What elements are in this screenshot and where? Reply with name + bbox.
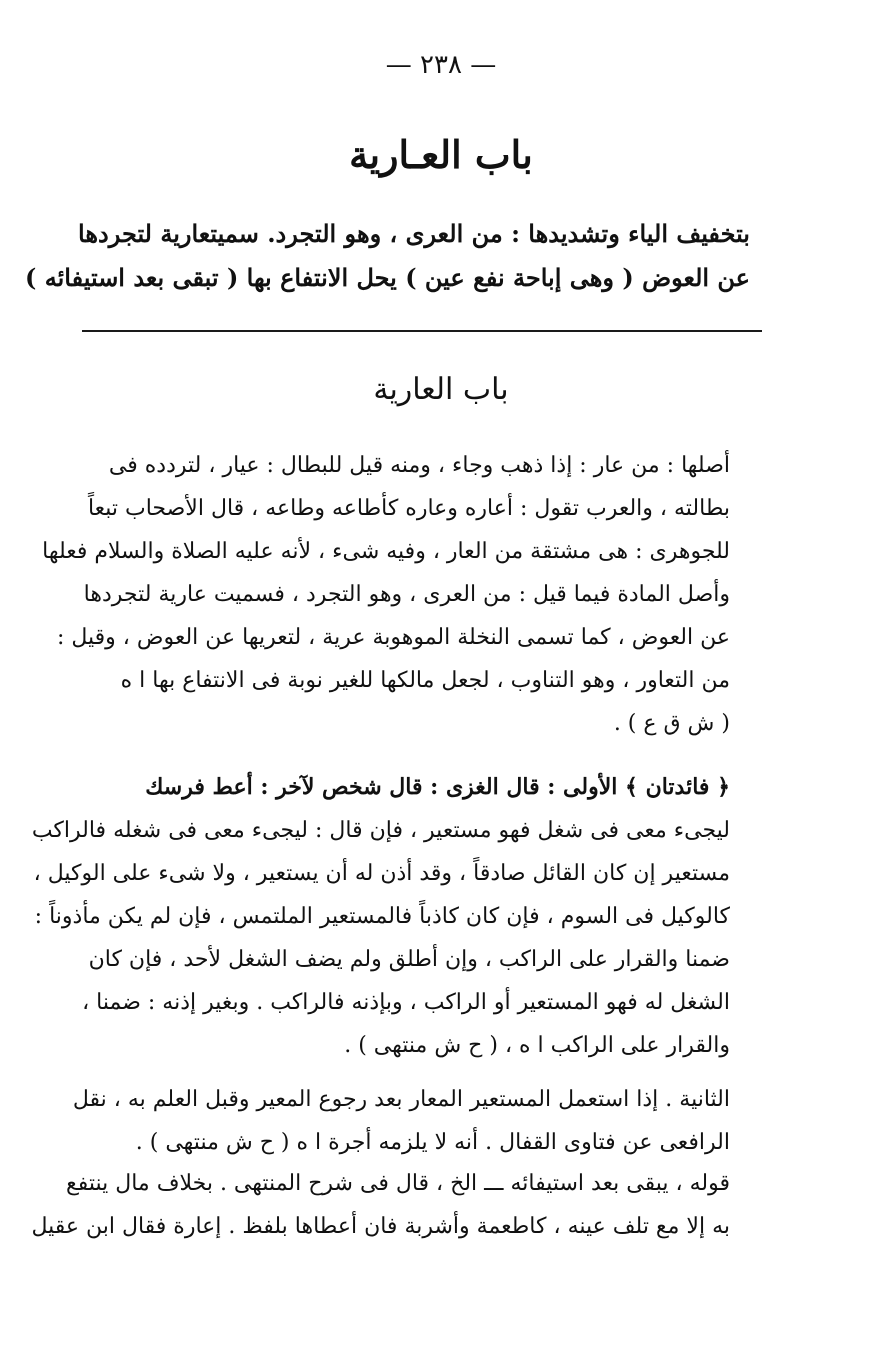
divider-rule [82,330,762,332]
main-text-line: بتخفيف الياء وتشديدها : من العرى ، وهو التجرد. سميتعارية لتجردها [78,219,750,248]
commentary-line: الرافعى عن فتاوى القفال . أنه لا يلزمه أجرة ا ه ( ح ش منتهى ) . [135,1130,730,1155]
commentary-line: كالوكيل فى السوم ، فإن كان كاذباً فالمستعير الملتمس ، فإن لم يكن مأذوناً : [34,904,730,929]
commentary-line: الشغل له فهو المستعير أو الراكب ، وبإذنه فالراكب . وبغير إذنه : ضمنا ، [82,990,730,1015]
chapter-title: باب العـارية [349,132,533,177]
commentary-line: بطالته ، والعرب تقول : أعاره وعاره كأطاعه وطاعه ، قال الأصحاب تبعاً [87,496,730,521]
commentary-line: عن العوض ، كما تسمى النخلة الموهوبة عرية ، لتعريها عن العوض ، وقيل : [56,625,730,650]
commentary-line: من التعاور ، وهو التناوب ، لجعل مالكها للغير نوبة فى الانتفاع بها ا ه [120,668,730,693]
main-text-line: عن العوض ( وهى إباحة نفع عين ) يحل الانتفاع بها ( تبقى بعد استيفائه ) [25,263,750,292]
commentary-line: وأصل المادة فيما قيل : من العرى ، وهو التجرد ، فسميت عارية لتجردها [83,582,730,607]
commentary-line: ليجىء معى فى شغل فهو مستعير ، فإن قال : ليجىء معى فى شغله فالراكب [31,818,730,843]
commentary-paragraph-remark [31,1162,730,1248]
commentary-paragraph-benefit-one [31,766,730,1067]
page-number: — ٢٣٨ — [385,50,497,80]
commentary-paragraph-benefit-two [58,1078,730,1164]
commentary-line: ﴿ فائدتان ﴾ الأولى : قال الغزى : قال شخص لآخر : أعط فرسك [145,774,730,800]
commentary-line: ضمنا والقرار على الراكب ، وإن أطلق ولم يضف الشغل لأحد ، فإن كان [88,947,730,972]
commentary-line: والقرار على الراكب ا ه ، ( ح ش منتهى ) . [344,1033,730,1058]
main-text [25,212,750,300]
commentary-paragraph-origin [42,444,730,745]
commentary-line: الثانية . إذا استعمل المستعير المعار بعد رجوع المعير وقبل العلم به ، نقل [72,1087,730,1112]
commentary-line: للجوهرى : هى مشتقة من العار ، وفيه شىء ، لأنه عليه الصلاة والسلام فعلها [42,539,730,564]
commentary-line: أصلها : من عار : إذا ذهب وجاء ، ومنه قيل للبطال : عيار ، لتردده فى [108,453,730,478]
commentary-title: باب العارية [373,372,509,407]
commentary-line: به إلا مع تلف عينه ، كاطعمة وأشربة فان أعطاها بلفظ . إعارة فقال ابن عقيل [31,1214,730,1239]
commentary-line: قوله ، يبقى بعد استيفائه ـــ الخ ، قال فى شرح المنتهى . بخلاف مال ينتفع [66,1171,730,1196]
commentary-line: ( ش ق ع ) . [613,711,730,736]
commentary-line: مستعير إن كان القائل صادقاً ، وقد أذن له أن يستعير ، ولا شىء على الوكيل ، [33,861,730,886]
